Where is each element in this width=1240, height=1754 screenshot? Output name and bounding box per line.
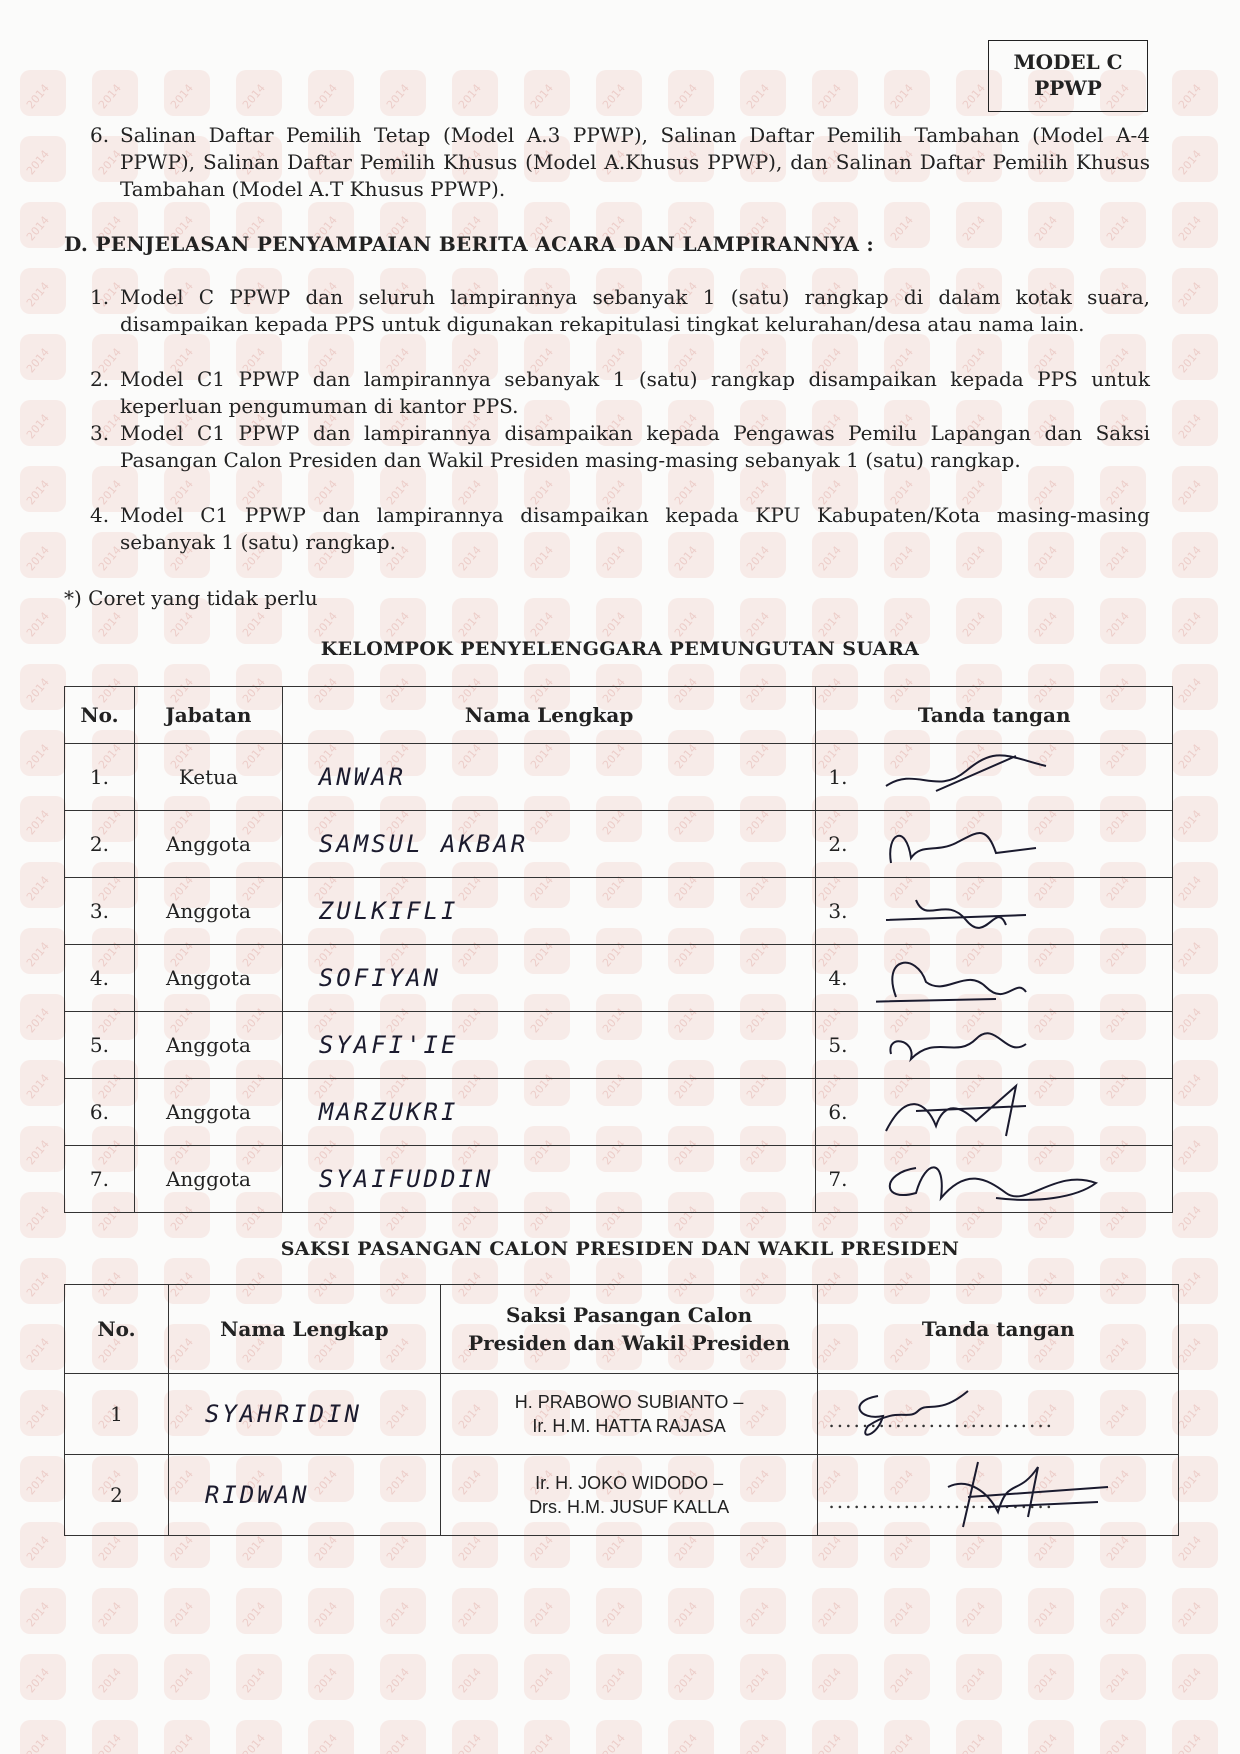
- watermark-tile: [1172, 466, 1218, 512]
- list-item: [90, 122, 1150, 203]
- watermark-tile: [812, 1654, 858, 1700]
- watermark-tile: [1028, 1654, 1074, 1700]
- watermark-tile: [20, 1192, 66, 1238]
- watermark-tile: [20, 70, 66, 116]
- watermark-tile: [236, 1720, 282, 1754]
- col-ttd: Tanda tangan: [816, 687, 1173, 744]
- watermark-tile: [452, 70, 498, 116]
- watermark-tile: [1172, 334, 1218, 380]
- watermark-tile: [452, 1654, 498, 1700]
- watermark-tile: [1172, 1126, 1218, 1172]
- watermark-tile: [164, 1654, 210, 1700]
- watermark-tile: [956, 202, 1002, 248]
- row-jabatan: Anggota: [134, 1146, 282, 1213]
- item-text: Salinan Daftar Pemilih Tetap (Model A.3 PPWP), Salinan Daftar Pemilih Tambahan (Model A-4 PPWP), Salinan Daftar Pemilih Khusus (Model A.Khusus PPWP), dan Salinan Daftar Pemilih Khusus Tambahan (Model A.T Khusus PPWP).: [120, 123, 1150, 201]
- watermark-tile: [380, 70, 426, 116]
- row-nama: ZULKIFLI: [282, 878, 816, 945]
- watermark-tile: [524, 70, 570, 116]
- row-candidate: [440, 1455, 818, 1536]
- watermark-tile: [524, 1720, 570, 1754]
- signature-cell: [816, 744, 1173, 811]
- col-jabatan: Jabatan: [134, 687, 282, 744]
- kpps-table: [64, 686, 1173, 1213]
- row-nama: SAMSUL AKBAR: [282, 811, 816, 878]
- signature-number: 7.: [828, 1167, 848, 1191]
- col-nama: Nama Lengkap: [168, 1285, 440, 1374]
- table-row: [65, 1079, 1173, 1146]
- watermark-tile: [236, 70, 282, 116]
- signature-cell: [816, 1012, 1173, 1079]
- candidate-line1: Ir. H. JOKO WIDODO –: [535, 1473, 724, 1493]
- signature-number: 3.: [828, 899, 848, 923]
- watermark-tile: [1172, 664, 1218, 710]
- watermark-tile: [1172, 1720, 1218, 1754]
- signature-cell: [816, 811, 1173, 878]
- col-pasangan-line1: Saksi Pasangan Calon: [506, 1303, 753, 1327]
- watermark-tile: [956, 1720, 1002, 1754]
- col-ttd: Tanda tangan: [818, 1285, 1179, 1374]
- watermark-tile: [596, 70, 642, 116]
- watermark-tile: [1028, 1588, 1074, 1634]
- row-nama: ANWAR: [282, 744, 816, 811]
- watermark-tile: [1172, 994, 1218, 1040]
- row-jabatan: Anggota: [134, 811, 282, 878]
- watermark-tile: [164, 1588, 210, 1634]
- signature-line: ...........................: [828, 1489, 1055, 1513]
- row-jabatan: Anggota: [134, 1012, 282, 1079]
- watermark-tile: [20, 928, 66, 974]
- watermark-tile: [20, 532, 66, 578]
- model-c-ppwp-box: [988, 40, 1148, 112]
- watermark-tile: [380, 1654, 426, 1700]
- table-row: [65, 1012, 1173, 1079]
- signature-mark: [908, 1457, 1148, 1533]
- item-text: Model C1 PPWP dan lampirannya disampaikan kepada Pengawas Pemilu Lapangan dan Saksi Pasangan Calon Presiden dan Wakil Presiden masing-masing sebanyak 1 (satu) rangkap.: [120, 421, 1150, 472]
- row-jabatan: Anggota: [134, 945, 282, 1012]
- watermark-tile: [596, 1588, 642, 1634]
- signature-cell: [816, 1146, 1173, 1213]
- col-pasangan: [440, 1285, 818, 1374]
- row-jabatan: Ketua: [134, 744, 282, 811]
- table-row: [65, 878, 1173, 945]
- signature-mark: [838, 1376, 1038, 1448]
- saksi-table: [64, 1284, 1179, 1536]
- watermark-tile: [20, 1588, 66, 1634]
- watermark-tile: [20, 1060, 66, 1106]
- candidate-line2: Drs. H.M. JUSUF KALLA: [529, 1497, 730, 1517]
- model-label: MODEL C: [1013, 50, 1123, 74]
- watermark-tile: [668, 70, 714, 116]
- table-row: [65, 945, 1173, 1012]
- watermark-tile: [668, 1720, 714, 1754]
- watermark-tile: [1172, 928, 1218, 974]
- signature-mark: [876, 1148, 1116, 1208]
- signature-number: 2.: [828, 832, 848, 856]
- row-number: 7.: [65, 1146, 135, 1213]
- watermark-tile: [92, 1654, 138, 1700]
- candidate-line2: Ir. H.M. HATTA RAJASA: [532, 1416, 726, 1436]
- watermark-tile: [20, 664, 66, 710]
- watermark-tile: [596, 1654, 642, 1700]
- watermark-tile: [20, 796, 66, 842]
- row-jabatan: Anggota: [134, 878, 282, 945]
- kpps-table-title: KELOMPOK PENYELENGGARA PEMUNGUTAN SUARA: [320, 638, 920, 660]
- watermark-tile: [20, 466, 66, 512]
- row-nama: SYAFI'IE: [282, 1012, 816, 1079]
- row-number: 1: [65, 1374, 169, 1455]
- watermark-tile: [596, 1720, 642, 1754]
- signature-number: 5.: [828, 1033, 848, 1057]
- watermark-tile: [1028, 1720, 1074, 1754]
- list-item: [90, 284, 1150, 338]
- watermark-tile: [668, 1588, 714, 1634]
- watermark-tile: [20, 1324, 66, 1370]
- signature-number: 6.: [828, 1100, 848, 1124]
- signature-cell: [818, 1374, 1179, 1455]
- row-number: 1.: [65, 744, 135, 811]
- signature-cell: [818, 1455, 1179, 1536]
- section-d-title: D. PENJELASAN PENYAMPAIAN BERITA ACARA DAN LAMPIRANNYA :: [64, 232, 875, 256]
- row-number: 3.: [65, 878, 135, 945]
- model-sublabel: PPWP: [1034, 76, 1102, 100]
- candidate-line1: H. PRABOWO SUBIANTO –: [514, 1392, 744, 1412]
- item-number: 3.: [90, 421, 110, 445]
- table-header-row: [65, 687, 1173, 744]
- watermark-tile: [1172, 532, 1218, 578]
- watermark-tile: [20, 400, 66, 446]
- watermark-tile: [1172, 70, 1218, 116]
- watermark-tile: [308, 1720, 354, 1754]
- watermark-tile: [1172, 796, 1218, 842]
- item-number: 2.: [90, 367, 110, 391]
- watermark-tile: [1172, 862, 1218, 908]
- signature-line: ...........................: [828, 1408, 1055, 1432]
- watermark-tile: [740, 1588, 786, 1634]
- watermark-tile: [20, 730, 66, 776]
- watermark-tile: [1172, 730, 1218, 776]
- watermark-tile: [380, 1588, 426, 1634]
- watermark-tile: [812, 70, 858, 116]
- item-number: 1.: [90, 285, 110, 309]
- watermark-tile: [20, 1522, 66, 1568]
- watermark-tile: [1172, 400, 1218, 446]
- watermark-tile: [884, 1588, 930, 1634]
- row-nama: SYAHRIDIN: [168, 1374, 440, 1455]
- row-nama: SYAIFUDDIN: [282, 1146, 816, 1213]
- watermark-tile: [1100, 1720, 1146, 1754]
- signature-mark: [876, 880, 1076, 940]
- watermark-tile: [812, 1588, 858, 1634]
- watermark-tile: [1100, 1588, 1146, 1634]
- col-no: No.: [65, 687, 135, 744]
- watermark-tile: [452, 1588, 498, 1634]
- watermark-tile: [164, 1720, 210, 1754]
- watermark-tile: [308, 1588, 354, 1634]
- item-text: Model C PPWP dan seluruh lampirannya sebanyak 1 (satu) rangkap di dalam kotak suara, disampaikan kepada PPS untuk digunakan rekapitulasi tingkat kelurahan/desa atau nama lain.: [120, 285, 1150, 336]
- signature-mark: [876, 813, 1076, 873]
- watermark-tile: [20, 1126, 66, 1172]
- watermark-tile: [308, 1654, 354, 1700]
- watermark-tile: [1172, 1060, 1218, 1106]
- item-number: 4.: [90, 503, 110, 527]
- watermark-tile: [380, 1720, 426, 1754]
- signature-number: 1.: [828, 765, 848, 789]
- col-pasangan-line2: Presiden dan Wakil Presiden: [468, 1331, 791, 1355]
- watermark-tile: [308, 70, 354, 116]
- signature-cell: [816, 945, 1173, 1012]
- watermark-tile: [884, 70, 930, 116]
- watermark-tile: [20, 1654, 66, 1700]
- list-item: [90, 366, 1150, 420]
- signature-cell: [816, 1079, 1173, 1146]
- signature-mark: [876, 947, 1076, 1007]
- row-candidate: [440, 1374, 818, 1455]
- watermark-tile: [884, 202, 930, 248]
- watermark-tile: [20, 994, 66, 1040]
- table-row: [65, 744, 1173, 811]
- watermark-tile: [20, 334, 66, 380]
- table-row: [65, 1374, 1179, 1455]
- watermark-tile: [20, 862, 66, 908]
- watermark-tile: [1172, 202, 1218, 248]
- watermark-tile: [1172, 1654, 1218, 1700]
- table-row: [65, 1455, 1179, 1536]
- signature-mark: [876, 1081, 1076, 1141]
- signature-mark: [876, 1014, 1076, 1074]
- watermark-tile: [20, 1390, 66, 1436]
- watermark-tile: [164, 70, 210, 116]
- watermark-tile: [20, 1456, 66, 1502]
- col-no: No.: [65, 1285, 169, 1374]
- item-text: Model C1 PPWP dan lampirannya disampaikan kepada KPU Kabupaten/Kota masing-masing sebanyak 1 (satu) rangkap.: [120, 503, 1150, 554]
- watermark-tile: [92, 1720, 138, 1754]
- watermark-tile: [92, 70, 138, 116]
- watermark-tile: [20, 136, 66, 182]
- watermark-tile: [92, 1588, 138, 1634]
- item-text: Model C1 PPWP dan lampirannya sebanyak 1 (satu) rangkap disampaikan kepada PPS untuk keperluan pengumuman di kantor PPS.: [120, 367, 1150, 418]
- row-nama: SOFIYAN: [282, 945, 816, 1012]
- watermark-tile: [20, 268, 66, 314]
- watermark-tile: [956, 1588, 1002, 1634]
- watermark-tile: [524, 1588, 570, 1634]
- signature-number: 4.: [828, 966, 848, 990]
- signature-cell: [816, 878, 1173, 945]
- watermark-tile: [956, 1654, 1002, 1700]
- watermark-tile: [668, 1654, 714, 1700]
- saksi-table-title: SAKSI PASANGAN CALON PRESIDEN DAN WAKIL PRESIDEN: [280, 1238, 960, 1260]
- signature-mark: [876, 746, 1076, 806]
- watermark-tile: [1172, 268, 1218, 314]
- table-header-row: [65, 1285, 1179, 1374]
- footnote: *) Coret yang tidak perlu: [64, 586, 318, 610]
- watermark-tile: [20, 1258, 66, 1304]
- watermark-tile: [884, 1720, 930, 1754]
- watermark-tile: [236, 1588, 282, 1634]
- list-item: [90, 420, 1150, 474]
- row-jabatan: Anggota: [134, 1079, 282, 1146]
- watermark-tile: [1172, 136, 1218, 182]
- watermark-tile: [1172, 1588, 1218, 1634]
- watermark-tile: [1100, 1654, 1146, 1700]
- watermark-tile: [20, 202, 66, 248]
- watermark-tile: [452, 1720, 498, 1754]
- watermark-tile: [1172, 1192, 1218, 1238]
- watermark-tile: [812, 1720, 858, 1754]
- row-nama: MARZUKRI: [282, 1079, 816, 1146]
- col-nama: Nama Lengkap: [282, 687, 816, 744]
- row-nama: RIDWAN: [168, 1455, 440, 1536]
- row-number: 2.: [65, 811, 135, 878]
- row-number: 5.: [65, 1012, 135, 1079]
- watermark-tile: [1028, 202, 1074, 248]
- watermark-tile: [740, 1720, 786, 1754]
- table-row: [65, 1146, 1173, 1213]
- watermark-tile: [884, 1654, 930, 1700]
- watermark-tile: [236, 1654, 282, 1700]
- row-number: 6.: [65, 1079, 135, 1146]
- watermark-tile: [1100, 202, 1146, 248]
- item-number: 6.: [90, 123, 110, 147]
- list-item: [90, 502, 1150, 556]
- table-row: [65, 811, 1173, 878]
- row-number: 4.: [65, 945, 135, 1012]
- watermark-tile: [20, 1720, 66, 1754]
- watermark-tile: [740, 70, 786, 116]
- watermark-tile: [740, 1654, 786, 1700]
- watermark-tile: [524, 1654, 570, 1700]
- row-number: 2: [65, 1455, 169, 1536]
